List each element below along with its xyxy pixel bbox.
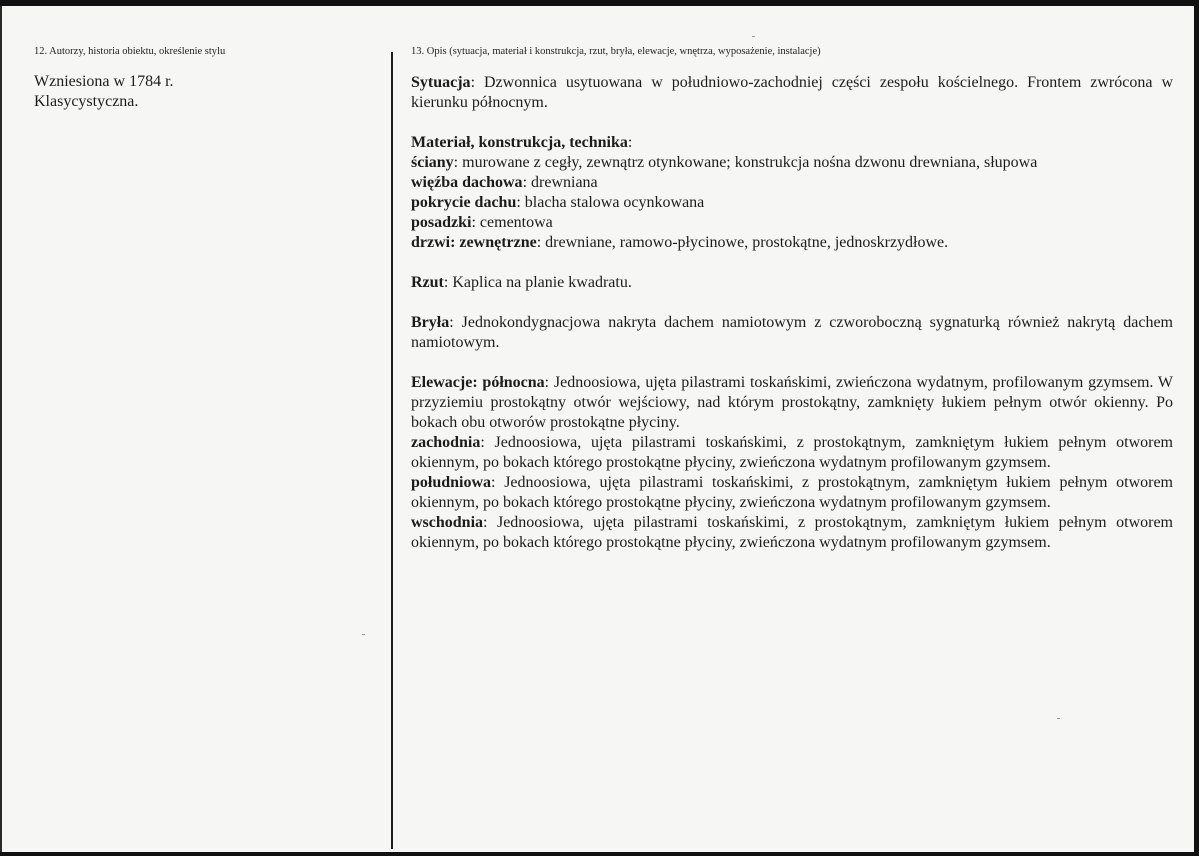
scan-edge-right xyxy=(1194,0,1199,856)
elewacja-label: północna xyxy=(482,374,545,391)
rzut-label: Rzut xyxy=(411,274,444,291)
rzut-text: : Kaplica na planie kwadratu. xyxy=(443,274,632,291)
sytuacja-label: Sytuacja xyxy=(411,74,471,91)
history-field-label: 12. Autorzy, historia obiektu, określenie stylu xyxy=(34,46,226,57)
scan-speck xyxy=(1057,718,1060,719)
history-column xyxy=(34,46,379,112)
material-item-text: : drewniane, ramowo-płycinowe, prostokątne, jednoskrzydłowe. xyxy=(536,234,949,251)
scan-edge-bottom xyxy=(0,852,1199,856)
material-item-text: : murowane z cegły, zewnątrz otynkowane; konstrukcja nośna dzwonu drewniana, słupowa xyxy=(453,154,1038,171)
bryla-label: Bryła xyxy=(411,314,450,331)
description-column xyxy=(411,46,1173,553)
material-item-label: posadzki xyxy=(411,214,472,231)
elewacja-label: wschodnia xyxy=(411,514,484,531)
material-heading-colon: : xyxy=(627,134,633,151)
column-divider xyxy=(391,52,393,849)
scan-speck xyxy=(362,634,365,635)
material-item-label: drzwi: zewnętrzne xyxy=(411,234,537,251)
elewacja-text: : Jednoosiowa, ujęta pilastrami toskańskimi, zwieńczona wydatnym, profilowanym gzymsem. W przyziemiu prostokątny otwór wejściowy, nad którym prostokątny, zamknięty łukiem pełnym otwór okienny. Po bokach obu otworów prostokątne płyciny. xyxy=(411,374,1173,431)
section-material xyxy=(411,133,1173,253)
material-item-text: : blacha stalowa ocynkowana xyxy=(516,194,705,211)
material-item-label: pokrycie dachu xyxy=(411,194,517,211)
scan-speck xyxy=(752,36,755,37)
material-item xyxy=(411,173,1173,193)
section-sytuacja xyxy=(411,73,1173,113)
bryla-text: : Jednokondygnacjowa nakryta dachem namiotowym z czworoboczną sygnaturką również nakrytą dachem namiotowym. xyxy=(411,314,1173,351)
material-item xyxy=(411,193,1173,213)
elewacja-label: zachodnia xyxy=(411,434,481,451)
elewacja-polnocna xyxy=(411,373,1173,433)
sytuacja-text: : Dzwonnica usytuowana w południowo-zachodniej części zespołu kościelnego. Frontem zwrócona w kierunku północnym. xyxy=(411,74,1173,111)
material-item-label: ściany xyxy=(411,154,454,171)
elewacja-label: południowa xyxy=(411,474,492,491)
elewacja-zachodnia xyxy=(411,433,1173,473)
section-bryla xyxy=(411,313,1173,353)
material-item xyxy=(411,153,1173,173)
history-line-date: Wzniesiona w 1784 r. xyxy=(34,73,174,90)
elewacje-colon: : xyxy=(472,374,483,391)
elewacja-text: : Jednoosiowa, ujęta pilastrami toskańskimi, z prostokątnym, zamkniętym łukiem pełnym otworem okiennym, po bokach którego prostokątne płyciny, zwieńczona wydatnym profilowanym gzymsem. xyxy=(411,434,1173,471)
history-text xyxy=(34,72,379,112)
material-item-text: : cementowa xyxy=(471,214,553,231)
material-item xyxy=(411,213,1173,233)
material-heading: Materiał, konstrukcja, technika xyxy=(411,134,628,151)
section-rzut xyxy=(411,273,1173,293)
material-item-text: : drewniana xyxy=(522,174,598,191)
elewacja-poludniowa xyxy=(411,473,1173,513)
history-line-style: Klasycystyczna. xyxy=(34,93,139,110)
elewacja-text: : Jednoosiowa, ujęta pilastrami toskańskimi, z prostokątnym, zamkniętym łukiem pełnym otworem okiennym, po bokach którego prostokątne płyciny, zwieńczona wydatnym profilowanym gzymsem. xyxy=(411,514,1173,551)
elewacja-wschodnia xyxy=(411,513,1173,553)
elewacje-label: Elewacje xyxy=(411,374,473,391)
material-item-label: więźba dachowa xyxy=(411,174,523,191)
elewacja-text: : Jednoosiowa, ujęta pilastrami toskańskimi, z prostokątnym, zamkniętym łukiem pełnym otworem okiennym, po bokach którego prostokątne płyciny, zwieńczona wydatnym profilowanym gzymsem. xyxy=(411,474,1173,511)
section-elewacje xyxy=(411,373,1173,553)
material-item xyxy=(411,233,1173,253)
description-field-label: 13. Opis (sytuacja, materiał i konstrukcja, rzut, bryła, elewacje, wnętrza, wyposażenie, instalacje) xyxy=(411,46,821,57)
